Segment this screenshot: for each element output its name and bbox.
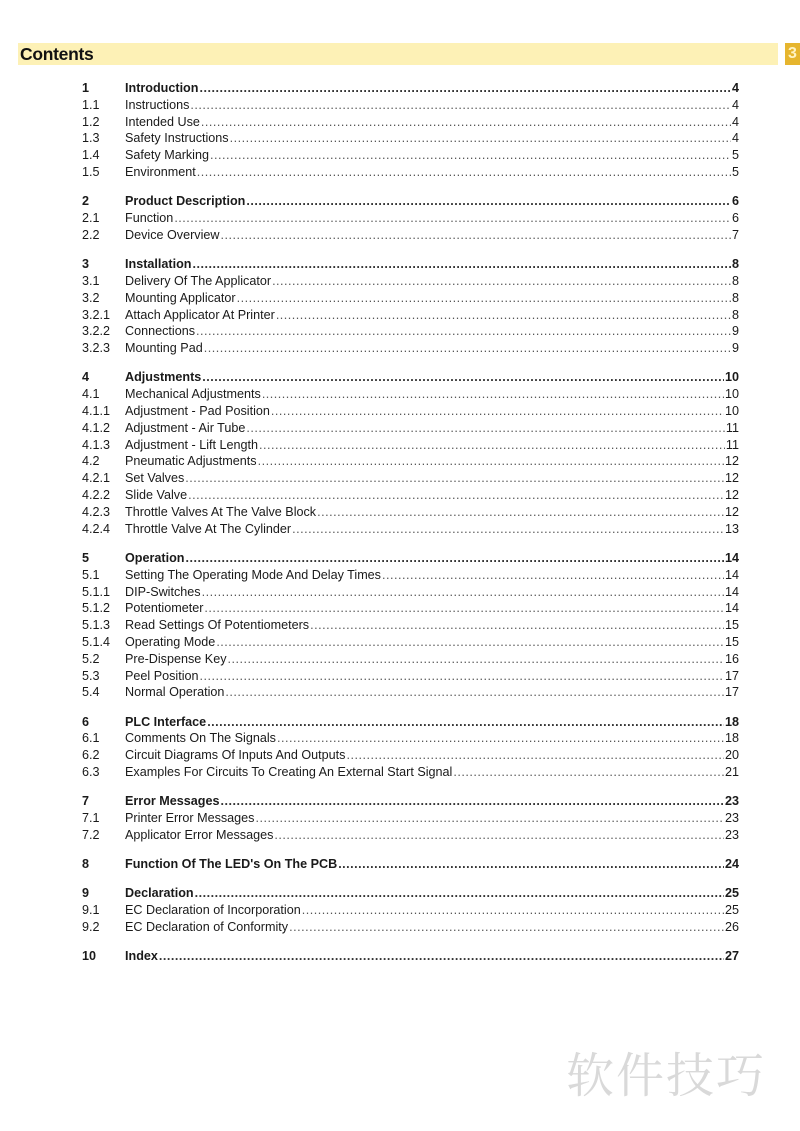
toc-entry-title[interactable]: Mechanical Adjustments [125,387,261,402]
toc-entry-page[interactable]: 14 [724,550,739,565]
toc-entry-page[interactable]: 8 [731,290,739,305]
toc-entry-page[interactable]: 5 [731,148,739,163]
toc-entry-number: 8 [82,857,90,872]
toc-entry-page[interactable]: 18 [724,714,739,729]
toc-entry-page[interactable]: 10 [724,387,739,402]
page-number-tab: 3 [785,43,800,65]
toc-entry-number: 1.2 [82,114,100,129]
toc-entry-number: 1.1 [82,97,100,112]
toc-entry-page[interactable]: 23 [724,827,739,842]
leader-dots [246,420,725,437]
toc-chapter-entry[interactable] [82,193,739,210]
toc-chapter-entry[interactable] [82,714,739,731]
leader-dots [201,114,731,131]
leader-dots [185,470,724,487]
toc-entry-number: 6.1 [82,731,100,746]
leader-dots [195,885,724,902]
toc-entry-number: 2 [82,194,90,209]
toc-entry-number: 6 [82,714,90,729]
toc-entry-number: 4.1.3 [82,437,111,452]
leader-dots [200,668,724,685]
toc-entry-title[interactable]: Printer Error Messages [125,811,255,826]
toc-entry-title[interactable]: Set Valves [125,471,185,486]
leader-dots [289,919,724,936]
toc-entry-number: 3.2.2 [82,324,111,339]
leader-dots [228,651,724,668]
leader-dots [216,634,724,651]
toc-entry-page[interactable]: 26 [724,920,739,935]
toc-entry-title[interactable]: Function [125,211,174,226]
toc-entry-page[interactable]: 9 [731,341,739,356]
toc-entry-page[interactable]: 6 [731,194,739,209]
toc-entry[interactable] [82,487,739,504]
toc-entry[interactable] [82,470,739,487]
leader-dots [259,437,725,454]
toc-entry-page[interactable]: 12 [724,504,739,519]
toc-entry-number: 1.5 [82,164,100,179]
toc-entry-title[interactable]: Circuit Diagrams Of Inputs And Outputs [125,748,346,763]
toc-entry-page[interactable]: 15 [724,634,739,649]
toc-entry-number: 7 [82,794,90,809]
leader-dots [255,810,724,827]
toc-entry-number: 4.2.4 [82,521,111,536]
toc-entry-page[interactable]: 16 [724,651,739,666]
toc-entry-number: 5 [82,550,90,565]
toc-entry-title[interactable]: Comments On The Signals [125,731,276,746]
toc-entry-number: 3.2.1 [82,307,111,322]
toc-entry[interactable] [82,290,739,307]
toc-entry-title[interactable]: Adjustments [125,370,202,385]
leader-dots [225,684,724,701]
leader-dots [262,386,724,403]
toc-entry-page[interactable]: 12 [724,454,739,469]
toc-entry-page[interactable]: 25 [724,886,739,901]
toc-entry-page[interactable]: 13 [724,521,739,536]
toc-entry-title[interactable]: Delivery Of The Applicator [125,273,272,288]
toc-entry-number: 4 [82,370,90,385]
leader-dots [453,764,724,781]
toc-entry-number: 4.2 [82,454,100,469]
toc-entry-title[interactable]: Mounting Applicator [125,290,236,305]
toc-entry-title[interactable]: Adjustment - Air Tube [125,420,246,435]
toc-entry-page[interactable]: 4 [731,97,739,112]
toc-entry-title[interactable]: Pneumatic Adjustments [125,454,257,469]
toc-entry-title[interactable]: Environment [125,164,196,179]
toc-entry-title[interactable]: Setting The Operating Mode And Delay Times [125,567,381,582]
toc-entry-page[interactable]: 27 [724,949,739,964]
leader-dots [221,793,724,810]
toc-entry-number: 4.1.1 [82,404,111,419]
toc-entry-number: 2.2 [82,227,100,242]
leader-dots [292,521,724,538]
leader-dots [185,550,724,567]
toc-entry-title[interactable]: Device Overview [125,227,220,242]
toc-entry-number: 5.1.4 [82,634,111,649]
leader-dots [159,948,724,965]
toc-entry-page[interactable]: 8 [731,273,739,288]
toc-entry[interactable] [82,684,739,701]
toc-entry-number: 5.4 [82,685,100,700]
toc-entry-title[interactable]: Slide Valve [125,488,188,503]
toc-entry[interactable] [82,504,739,521]
toc-entry-title[interactable]: Potentiometer [125,601,204,616]
toc-entry-number: 6.2 [82,748,100,763]
toc-entry-title[interactable]: Safety Instructions [125,131,229,146]
leader-dots [230,130,731,147]
toc-entry[interactable] [82,810,739,827]
leader-dots [197,164,731,181]
toc-entry-title[interactable]: Applicator Error Messages [125,827,274,842]
toc-entry-number: 5.3 [82,668,100,683]
toc-entry[interactable] [82,827,739,844]
toc-entry-title[interactable]: Operation [125,550,185,565]
table-of-contents [82,80,739,965]
toc-entry-page[interactable]: 4 [731,131,739,146]
leader-dots [204,600,724,617]
toc-entry-title[interactable]: Read Settings Of Potentiometers [125,618,310,633]
toc-entry-page[interactable]: 11 [725,437,739,452]
leader-dots [310,617,724,634]
toc-entry[interactable] [82,386,739,403]
leader-dots [382,567,724,584]
toc-entry-title[interactable]: EC Declaration of Incorporation [125,903,301,918]
page-title: Contents [20,44,94,64]
toc-entry-page[interactable]: 17 [724,685,739,700]
leader-dots [174,210,731,227]
toc-entry-title[interactable]: DIP-Switches [125,584,201,599]
toc-entry-number: 3.1 [82,273,100,288]
toc-entry-title[interactable]: Introduction [125,81,199,95]
toc-entry-page[interactable]: 12 [724,488,739,503]
leader-dots [190,97,731,114]
toc-entry[interactable] [82,273,739,290]
toc-chapter-entry[interactable] [82,369,739,386]
toc-entry[interactable] [82,403,739,420]
toc-entry-number: 7.2 [82,827,100,842]
leader-dots [346,747,724,764]
toc-entry-title[interactable]: Examples For Circuits To Creating An External Start Signal [125,764,453,779]
contents-header-band [18,43,778,65]
toc-entry[interactable] [82,307,739,324]
toc-entry-page[interactable]: 4 [731,81,739,95]
toc-entry-page[interactable]: 9 [731,324,739,339]
toc-entry[interactable] [82,227,739,244]
toc-entry[interactable] [82,584,739,601]
toc-entry-number: 3.2 [82,290,100,305]
toc-entry-title[interactable]: Throttle Valves At The Valve Block [125,504,317,519]
toc-entry-page[interactable]: 21 [724,764,739,779]
toc-entry-number: 4.1 [82,387,100,402]
toc-entry[interactable] [82,130,739,147]
toc-entry-title[interactable]: Operating Mode [125,634,216,649]
toc-entry-title[interactable]: Safety Marking [125,148,209,163]
toc-chapter-entry[interactable] [82,256,739,273]
toc-entry-number: 9.1 [82,903,100,918]
toc-entry-page[interactable]: 23 [724,794,739,809]
toc-entry[interactable] [82,210,739,227]
toc-entry-title[interactable]: Declaration [125,886,194,901]
toc-entry[interactable] [82,420,739,437]
toc-entry-title[interactable]: Error Messages [125,794,220,809]
toc-entry[interactable] [82,730,739,747]
toc-entry[interactable] [82,668,739,685]
toc-entry-number: 3.2.3 [82,341,111,356]
toc-entry[interactable] [82,164,739,181]
leader-dots [207,714,724,731]
toc-entry-title[interactable]: Adjustment - Lift Length [125,437,259,452]
toc-entry-number: 3 [82,257,90,272]
toc-entry-page[interactable]: 11 [725,420,739,435]
toc-entry-page[interactable]: 8 [731,257,739,272]
toc-entry-page[interactable]: 20 [724,748,739,763]
toc-entry-number: 4.2.1 [82,471,111,486]
toc-entry[interactable] [82,147,739,164]
toc-entry-number: 4.2.2 [82,488,111,503]
toc-entry-number: 6.3 [82,764,100,779]
leader-dots [210,147,731,164]
toc-entry-title[interactable]: Intended Use [125,114,200,129]
toc-chapter-entry[interactable] [82,80,739,97]
leader-dots [204,340,731,357]
toc-chapter-entry[interactable] [82,793,739,810]
toc-entry-page[interactable]: 14 [724,584,739,599]
toc-entry-number: 7.1 [82,811,100,826]
toc-entry[interactable] [82,521,739,538]
toc-entry[interactable] [82,634,739,651]
toc-entry-page[interactable]: 17 [724,668,739,683]
toc-entry[interactable] [82,114,739,131]
toc-entry[interactable] [82,600,739,617]
toc-entry-number: 5.2 [82,651,100,666]
toc-entry-number: 4.2.3 [82,504,111,519]
toc-entry-page[interactable]: 5 [731,164,739,179]
leader-dots [220,227,731,244]
leader-dots [317,504,724,521]
toc-entry-page[interactable]: 24 [724,857,739,872]
toc-entry-title[interactable]: Pre-Dispense Key [125,651,227,666]
toc-entry[interactable] [82,323,739,340]
toc-entry[interactable] [82,617,739,634]
leader-dots [237,290,731,307]
toc-entry-page[interactable]: 12 [724,471,739,486]
leader-dots [271,403,724,420]
leader-dots [302,902,724,919]
toc-entry-title[interactable]: Function Of The LED's On The PCB [125,857,338,872]
leader-dots [277,730,724,747]
toc-entry-title[interactable]: Adjustment - Pad Position [125,404,270,419]
toc-entry[interactable] [82,747,739,764]
toc-entry-number: 9 [82,886,90,901]
toc-entry-page[interactable]: 10 [724,404,739,419]
leader-dots [258,453,724,470]
toc-entry-title[interactable]: Index [125,949,158,964]
leader-dots [202,584,724,601]
toc-entry[interactable] [82,902,739,919]
toc-entry-number: 4.1.2 [82,420,111,435]
leader-dots [202,369,724,386]
toc-entry-title[interactable]: Instructions [125,97,190,112]
toc-entry[interactable] [82,453,739,470]
toc-entry[interactable] [82,437,739,454]
toc-entry-page[interactable]: 4 [731,114,739,129]
toc-entry-page[interactable]: 14 [724,601,739,616]
leader-dots [192,256,731,273]
toc-entry[interactable] [82,651,739,668]
toc-entry[interactable] [82,764,739,781]
toc-entry-title[interactable]: Connections [125,324,196,339]
leader-dots [188,487,724,504]
toc-entry-page[interactable]: 14 [724,567,739,582]
toc-entry-title[interactable]: Mounting Pad [125,341,203,356]
toc-entry-page[interactable]: 10 [724,370,739,385]
leader-dots [272,273,731,290]
toc-entry-page[interactable]: 25 [724,903,739,918]
toc-entry-title[interactable]: Product Description [125,194,246,209]
leader-dots [196,323,731,340]
toc-chapter-entry[interactable] [82,885,739,902]
toc-entry[interactable] [82,340,739,357]
toc-entry-number: 5.1.3 [82,618,111,633]
leader-dots [246,193,731,210]
toc-entry-title[interactable]: Normal Operation [125,685,225,700]
toc-entry-number: 2.1 [82,211,100,226]
toc-entry-title[interactable]: Peel Position [125,668,199,683]
toc-chapter-entry[interactable] [82,550,739,567]
toc-entry-page[interactable]: 8 [731,307,739,322]
toc-chapter-entry[interactable] [82,856,739,873]
toc-entry-title[interactable]: EC Declaration of Conformity [125,920,289,935]
leader-dots [276,307,731,324]
toc-entry-number: 10 [82,949,97,964]
toc-entry-page[interactable]: 7 [731,227,739,242]
toc-entry-title[interactable]: Installation [125,257,192,272]
toc-entry-page[interactable]: 15 [724,618,739,633]
toc-entry-number: 1.3 [82,131,100,146]
toc-entry[interactable] [82,919,739,936]
toc-entry-number: 5.1 [82,567,100,582]
leader-dots [274,827,724,844]
toc-entry-title[interactable]: Throttle Valve At The Cylinder [125,521,292,536]
toc-entry[interactable] [82,97,739,114]
toc-entry[interactable] [82,567,739,584]
toc-entry-page[interactable]: 18 [724,731,739,746]
watermark: 软件技巧 [566,1048,767,1104]
leader-dots [338,856,724,873]
toc-entry-number: 5.1.1 [82,584,111,599]
toc-entry-page[interactable]: 23 [724,811,739,826]
leader-dots [199,80,731,97]
toc-entry-title[interactable]: Attach Applicator At Printer [125,307,275,322]
toc-entry-number: 5.1.2 [82,601,111,616]
toc-entry-number: 1.4 [82,148,100,163]
toc-entry-number: 9.2 [82,920,100,935]
toc-entry-page[interactable]: 6 [731,211,739,226]
toc-entry-title[interactable]: PLC Interface [125,714,207,729]
toc-entry-number: 1 [82,81,90,95]
toc-chapter-entry[interactable] [82,948,739,965]
